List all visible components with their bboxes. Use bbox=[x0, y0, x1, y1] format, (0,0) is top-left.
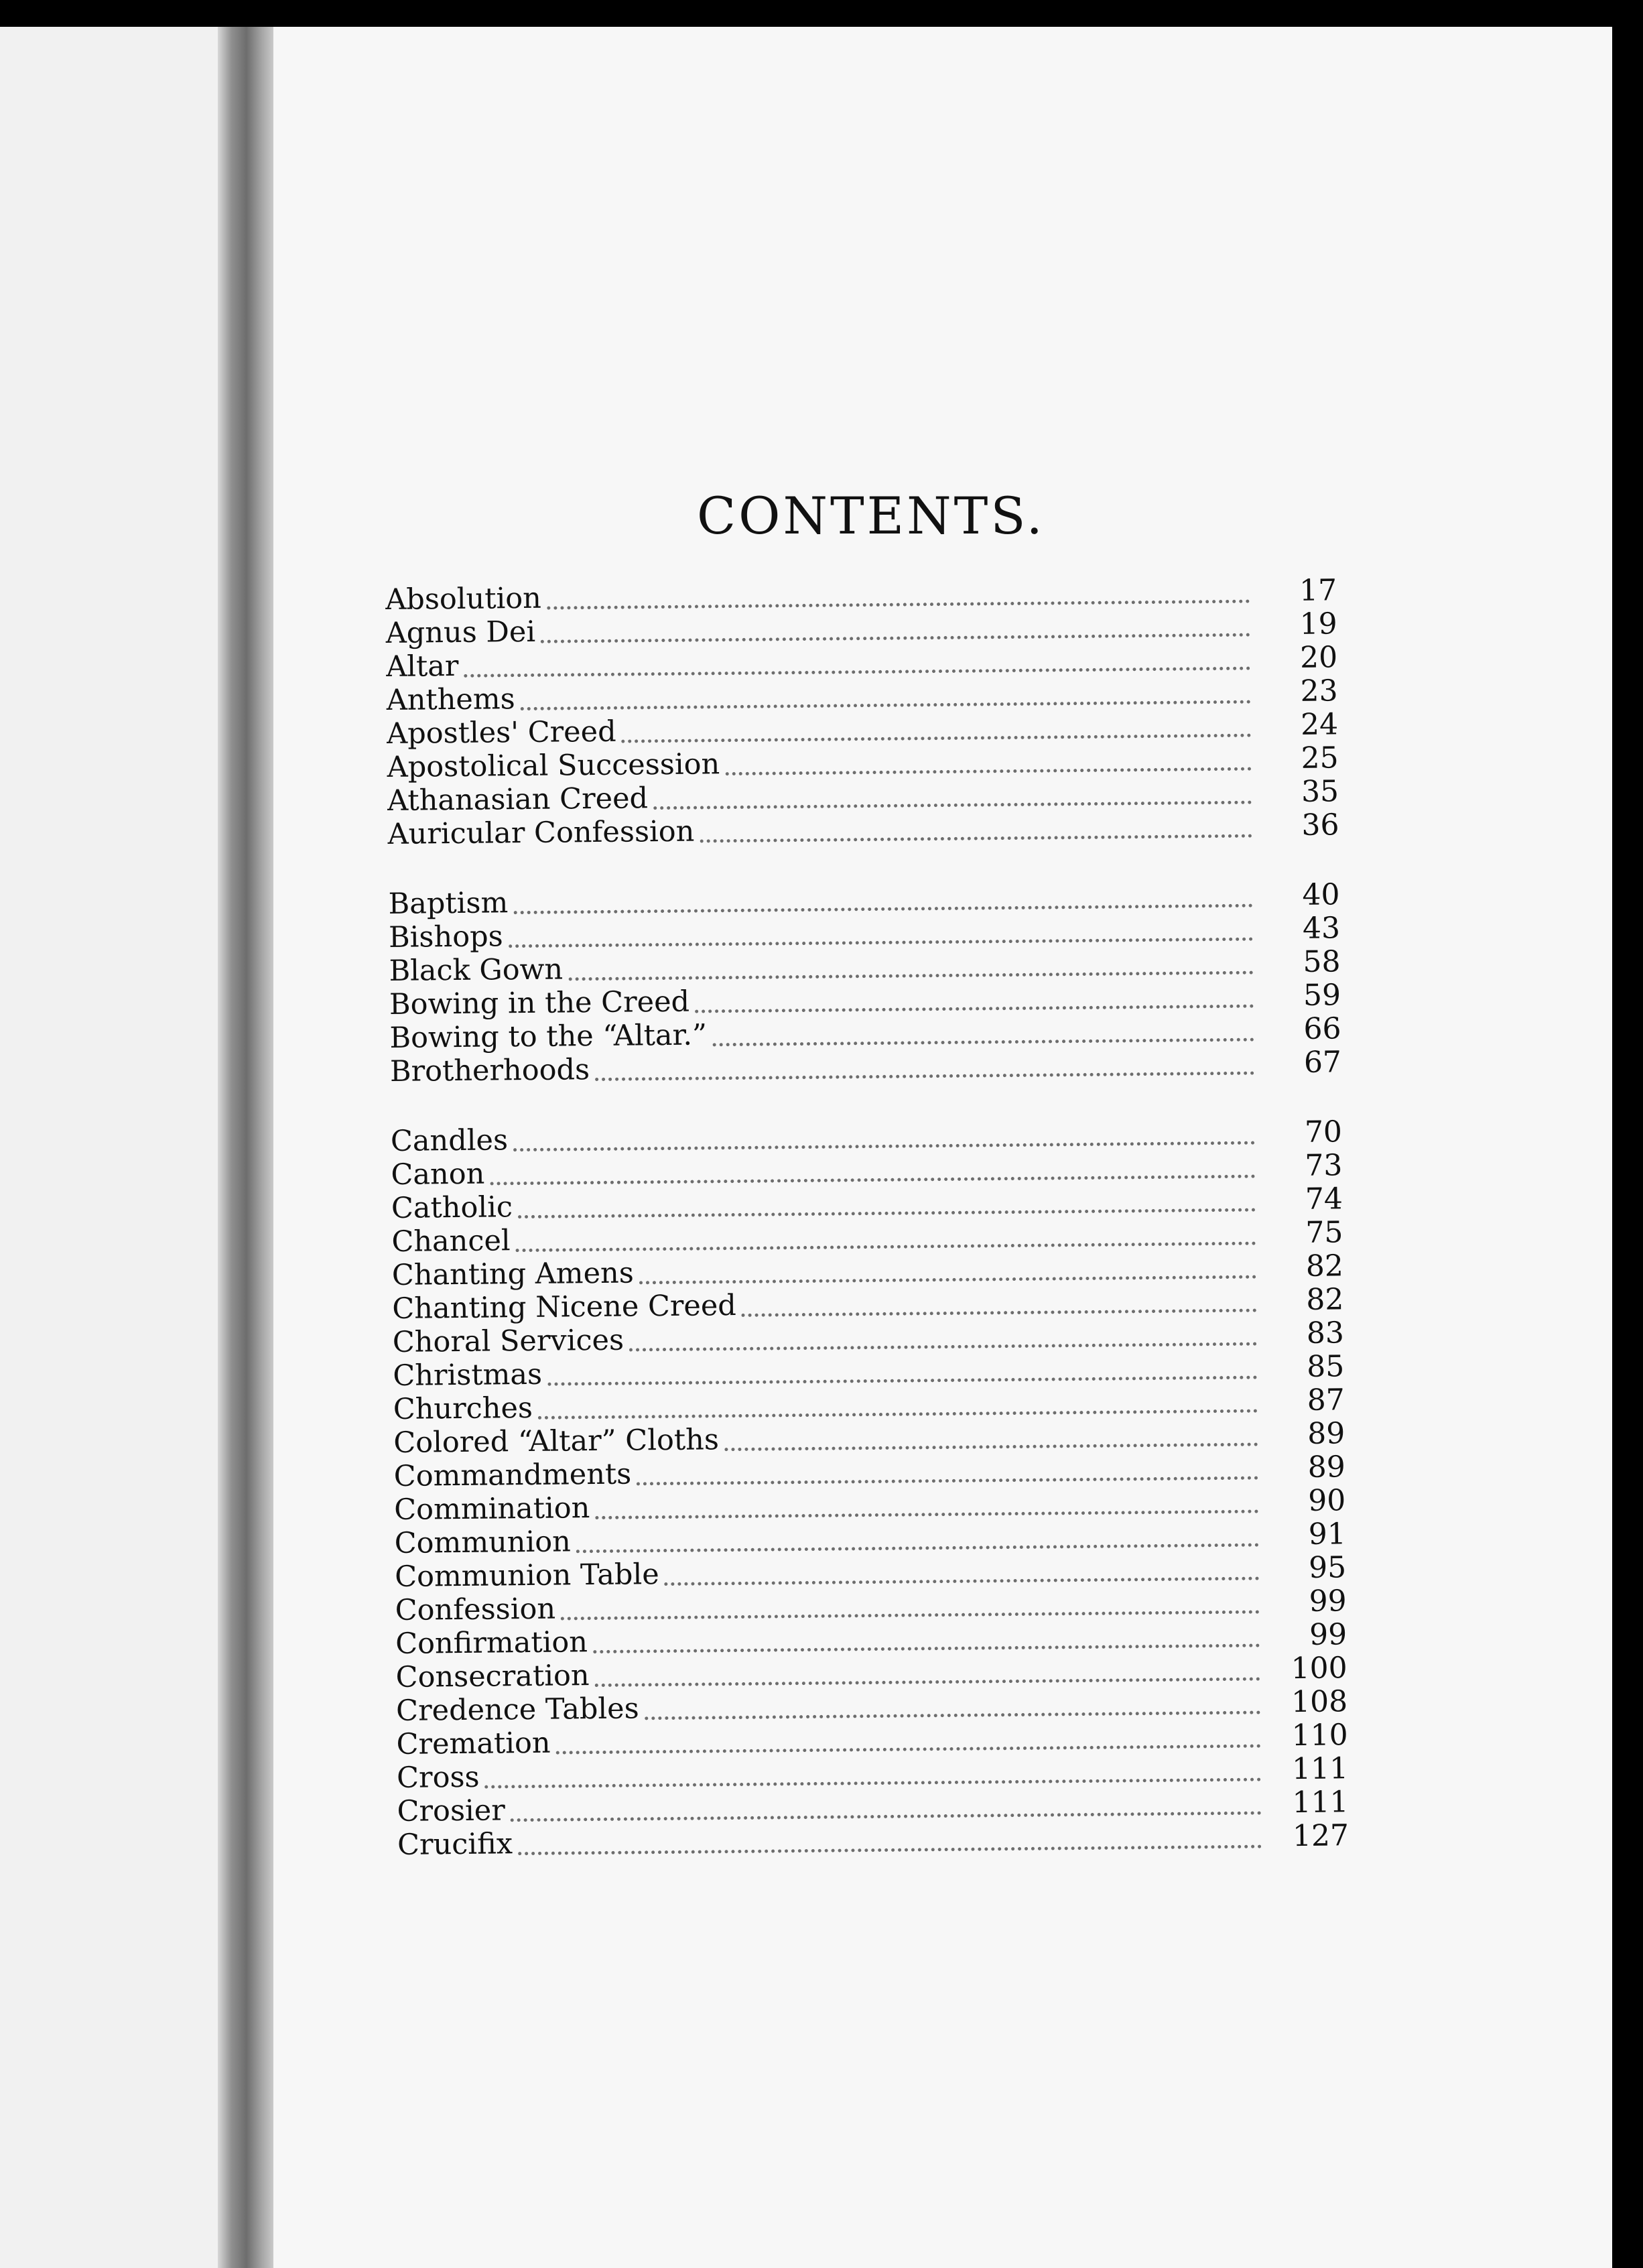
page-number: 108 bbox=[1291, 1684, 1348, 1720]
page-number: 83 bbox=[1306, 1316, 1345, 1350]
page-number: 67 bbox=[1303, 1045, 1342, 1080]
entry-title: Bishops bbox=[388, 920, 503, 954]
entry-title: Churches bbox=[393, 1391, 533, 1426]
dot-leader bbox=[568, 955, 1254, 981]
entry-title: Chancel bbox=[391, 1224, 511, 1259]
dot-leader bbox=[518, 1829, 1262, 1856]
dot-leader bbox=[637, 1460, 1258, 1486]
page-number: 95 bbox=[1308, 1550, 1347, 1585]
left-page bbox=[0, 27, 228, 2268]
page-number: 89 bbox=[1307, 1450, 1345, 1485]
entry-title: Anthems bbox=[386, 682, 515, 717]
contents-title: CONTENTS. bbox=[697, 486, 1045, 546]
entry-title: Cremation bbox=[396, 1726, 551, 1761]
dot-leader bbox=[595, 1056, 1254, 1081]
entry-title: Christmas bbox=[393, 1357, 543, 1393]
entry-title: Crosier bbox=[397, 1793, 505, 1828]
dot-leader bbox=[621, 718, 1251, 743]
dot-leader bbox=[513, 888, 1253, 915]
page-number: 40 bbox=[1302, 877, 1340, 912]
page-number: 110 bbox=[1291, 1718, 1348, 1753]
entry-title: Confirmation bbox=[395, 1625, 588, 1661]
page-number: 35 bbox=[1301, 774, 1339, 809]
dot-leader bbox=[639, 1259, 1256, 1285]
dot-leader bbox=[516, 1226, 1256, 1253]
page-number: 91 bbox=[1308, 1517, 1346, 1552]
dot-leader bbox=[538, 1393, 1258, 1420]
entry-title: Chanting Amens bbox=[391, 1256, 635, 1292]
page-number: 74 bbox=[1305, 1182, 1343, 1216]
page-number: 70 bbox=[1304, 1115, 1343, 1149]
page-number: 75 bbox=[1305, 1215, 1343, 1250]
entry-title: Bowing in the Creed bbox=[389, 985, 690, 1021]
dot-leader bbox=[712, 1022, 1254, 1047]
entry-title: Apostles' Creed bbox=[386, 714, 616, 751]
entry-title: Athanasian Creed bbox=[387, 781, 649, 818]
page-number: 100 bbox=[1291, 1651, 1348, 1686]
entry-title: Apostolical Succession bbox=[387, 747, 720, 784]
page-number: 23 bbox=[1300, 674, 1338, 708]
entry-title: Commandments bbox=[393, 1457, 632, 1493]
page-number: 66 bbox=[1303, 1011, 1341, 1046]
dot-leader bbox=[513, 1125, 1255, 1152]
entry-title: Consecration bbox=[395, 1659, 590, 1694]
dot-leader bbox=[547, 1360, 1257, 1386]
dot-leader bbox=[464, 651, 1250, 678]
dot-leader bbox=[724, 1427, 1258, 1452]
dot-leader bbox=[561, 1594, 1260, 1621]
entry-title: Cross bbox=[396, 1760, 480, 1795]
dot-leader bbox=[593, 1628, 1260, 1654]
entry-title: Bowing to the “Altar.” bbox=[389, 1018, 708, 1055]
page-number: 82 bbox=[1305, 1249, 1344, 1283]
dot-leader bbox=[725, 751, 1252, 776]
entry-title: Canon bbox=[391, 1157, 485, 1192]
dot-leader bbox=[653, 785, 1252, 810]
toc-group bbox=[391, 1115, 1349, 1862]
entry-title: Black Gown bbox=[389, 952, 564, 988]
dot-leader bbox=[555, 1728, 1260, 1755]
page-number: 82 bbox=[1306, 1282, 1344, 1317]
entry-title: Crucifix bbox=[397, 1827, 513, 1862]
entry-title: Catholic bbox=[391, 1190, 513, 1225]
dot-leader bbox=[484, 1762, 1261, 1789]
page-number: 85 bbox=[1307, 1349, 1345, 1384]
page-number: 99 bbox=[1309, 1584, 1347, 1619]
entry-title: Colored “Altar” Cloths bbox=[393, 1423, 720, 1460]
page-number: 73 bbox=[1305, 1148, 1343, 1183]
toc-group bbox=[388, 878, 1341, 1088]
dot-leader bbox=[490, 1159, 1255, 1186]
dot-leader bbox=[509, 922, 1254, 948]
toc-group bbox=[385, 574, 1339, 851]
dot-leader bbox=[645, 1695, 1261, 1720]
page-number: 58 bbox=[1303, 944, 1341, 979]
entry-title: Communion bbox=[394, 1525, 572, 1560]
entry-title: Baptism bbox=[388, 886, 509, 921]
dot-leader bbox=[595, 1494, 1258, 1520]
entry-title: Altar bbox=[385, 649, 459, 684]
page-number: 127 bbox=[1292, 1818, 1350, 1854]
page-number: 17 bbox=[1299, 573, 1337, 608]
page-number: 24 bbox=[1300, 707, 1339, 742]
dot-leader bbox=[629, 1326, 1257, 1352]
page-number: 111 bbox=[1291, 1751, 1349, 1787]
dot-leader bbox=[695, 989, 1254, 1013]
page-number: 25 bbox=[1301, 741, 1339, 775]
book-gutter bbox=[218, 27, 281, 2268]
entry-title: Choral Services bbox=[392, 1323, 625, 1359]
dot-leader bbox=[541, 617, 1250, 643]
page-number: 19 bbox=[1299, 607, 1337, 641]
dot-leader bbox=[700, 818, 1252, 843]
dot-leader bbox=[594, 1661, 1260, 1688]
entry-title: Commination bbox=[394, 1491, 590, 1527]
entry-title: Credence Tables bbox=[395, 1692, 639, 1728]
dot-leader bbox=[665, 1561, 1260, 1586]
dot-leader bbox=[518, 1192, 1256, 1219]
entry-title: Communion Table bbox=[394, 1558, 659, 1594]
entry-title: Absolution bbox=[385, 581, 542, 617]
entry-title: Chanting Nicene Creed bbox=[392, 1289, 737, 1326]
table-of-contents bbox=[385, 574, 1350, 1897]
entry-title: Candles bbox=[390, 1123, 509, 1158]
entry-title: Agnus Dei bbox=[385, 615, 536, 650]
entry-title: Confession bbox=[395, 1592, 556, 1627]
page-number: 43 bbox=[1302, 911, 1341, 946]
dot-leader bbox=[547, 584, 1250, 610]
page-number: 59 bbox=[1303, 978, 1341, 1013]
page-number: 36 bbox=[1301, 808, 1339, 842]
page-number: 20 bbox=[1299, 640, 1338, 675]
dot-leader bbox=[742, 1293, 1257, 1317]
page-number: 99 bbox=[1309, 1617, 1348, 1652]
page-number: 87 bbox=[1307, 1383, 1345, 1418]
entry-title: Auricular Confession bbox=[387, 814, 695, 851]
page-number: 90 bbox=[1307, 1483, 1346, 1518]
page-number: 111 bbox=[1292, 1785, 1349, 1820]
page-number: 89 bbox=[1307, 1416, 1345, 1451]
dot-leader bbox=[576, 1527, 1259, 1554]
entry-title: Brotherhoods bbox=[389, 1053, 590, 1088]
dot-leader bbox=[511, 1796, 1262, 1822]
dot-leader bbox=[521, 684, 1251, 710]
